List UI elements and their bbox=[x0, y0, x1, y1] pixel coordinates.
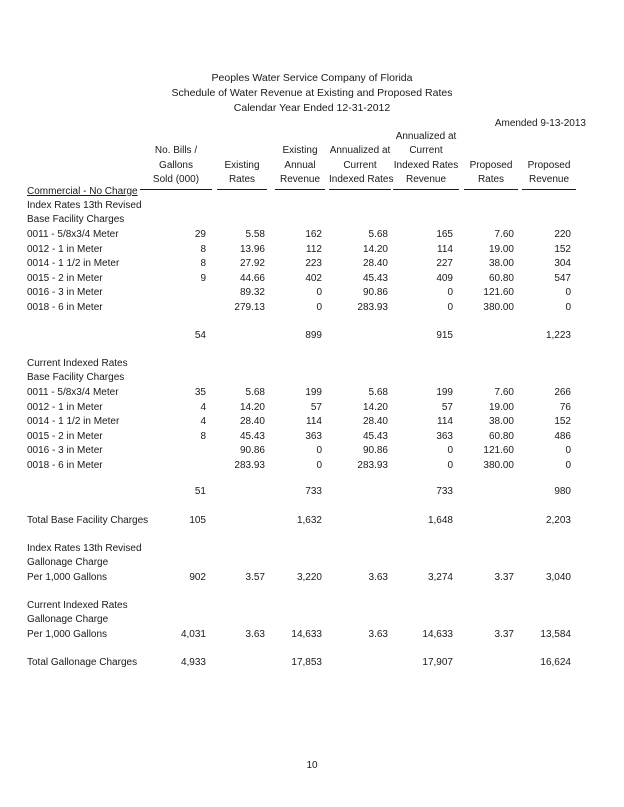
bills-count: 35 bbox=[194, 387, 206, 398]
existing-revenue: 0 bbox=[316, 301, 322, 313]
total-bfc-label: Total Base Facility Charges bbox=[27, 515, 149, 526]
existing-rate: 5.58 bbox=[245, 229, 265, 240]
header-annualized-current: Annualized at Current Indexed Rates bbox=[329, 144, 391, 190]
annualized-rate: 3.63 bbox=[368, 572, 388, 583]
annualized-rate: 45.43 bbox=[362, 272, 388, 284]
annualized-revenue: 57 bbox=[441, 401, 453, 413]
proposed-rate: 380.00 bbox=[483, 459, 514, 471]
annualized-rate: 5.68 bbox=[368, 229, 388, 240]
index-rates-label: Index Rates 13th Revised bbox=[27, 200, 142, 211]
existing-rate: 14.20 bbox=[239, 401, 265, 413]
proposed-revenue: 3,040 bbox=[545, 572, 571, 583]
schedule-title: Schedule of Water Revenue at Existing and Proposed Rates bbox=[171, 87, 453, 99]
annualized-rate: 28.40 bbox=[362, 258, 388, 269]
subtotal-existing-revenue: 733 bbox=[305, 486, 322, 497]
existing-revenue: 0 bbox=[316, 287, 322, 298]
total-gallonage-row bbox=[0, 658, 624, 670]
annualized-revenue: 165 bbox=[436, 229, 453, 240]
header-existing-revenue: Existing Annual Revenue bbox=[275, 144, 325, 190]
amended-note: Amended 9-13-2013 bbox=[494, 118, 586, 129]
subtotal-existing-revenue: 899 bbox=[305, 330, 322, 341]
existing-revenue: 112 bbox=[306, 243, 322, 255]
proposed-revenue: 220 bbox=[554, 229, 571, 240]
bills-count: 8 bbox=[200, 430, 206, 442]
existing-revenue: 3,220 bbox=[296, 572, 322, 583]
total-gallons: 4,933 bbox=[180, 657, 206, 668]
subtotal-annualized-revenue: 733 bbox=[436, 486, 453, 497]
header-bills: No. Bills / Gallons Sold (000) bbox=[140, 144, 212, 190]
existing-rate: 27.92 bbox=[239, 258, 265, 269]
total-gallonage-label: Total Gallonage Charges bbox=[27, 657, 138, 668]
annualized-rate: 14.20 bbox=[362, 401, 388, 413]
period-title: Calendar Year Ended 12-31-2012 bbox=[233, 102, 391, 114]
gallonage-index-label: Index Rates 13th Revised bbox=[27, 543, 142, 554]
annualized-rate: 3.63 bbox=[368, 629, 388, 640]
annualized-rate: 283.93 bbox=[357, 459, 388, 471]
subtotal-proposed-revenue: 980 bbox=[554, 486, 571, 497]
bills-count: 4 bbox=[200, 416, 206, 427]
gallons-sold: 4,031 bbox=[180, 629, 206, 640]
meter-row bbox=[0, 259, 624, 271]
meter-row bbox=[0, 274, 624, 286]
index-subtotal-row bbox=[0, 331, 624, 343]
proposed-revenue: 547 bbox=[554, 272, 571, 284]
meter-label: 0014 - 1 1/2 in Meter bbox=[27, 258, 120, 269]
proposed-revenue: 486 bbox=[554, 430, 571, 442]
bills-count: 9 bbox=[200, 272, 206, 284]
existing-rate: 3.57 bbox=[245, 572, 265, 583]
meter-label: 0015 - 2 in Meter bbox=[27, 272, 103, 284]
bills-count: 8 bbox=[200, 243, 206, 255]
bfc-label-2: Base Facility Charges bbox=[27, 372, 125, 383]
existing-rate: 3.63 bbox=[245, 629, 265, 640]
meter-row bbox=[0, 461, 624, 473]
proposed-rate: 3.37 bbox=[494, 572, 514, 583]
proposed-rate: 38.00 bbox=[488, 416, 514, 427]
annualized-revenue: 363 bbox=[436, 430, 453, 442]
annualized-rate: 45.43 bbox=[362, 430, 388, 442]
meter-label: 0015 - 2 in Meter bbox=[27, 430, 103, 442]
total-annualized-revenue: 1,648 bbox=[427, 515, 453, 526]
total-proposed-revenue: 16,624 bbox=[540, 657, 571, 668]
existing-revenue: 14,633 bbox=[291, 629, 322, 640]
existing-revenue: 0 bbox=[316, 459, 322, 471]
meter-row bbox=[0, 230, 624, 242]
proposed-revenue: 0 bbox=[565, 287, 571, 298]
proposed-revenue: 76 bbox=[559, 401, 571, 413]
total-existing-revenue: 1,632 bbox=[296, 515, 322, 526]
existing-rate: 13.96 bbox=[239, 243, 265, 255]
proposed-rate: 121.60 bbox=[483, 287, 514, 298]
proposed-revenue: 266 bbox=[554, 387, 571, 398]
existing-rate: 283.93 bbox=[234, 459, 265, 471]
meter-row bbox=[0, 245, 624, 257]
proposed-revenue: 0 bbox=[565, 459, 571, 471]
existing-revenue: 223 bbox=[305, 258, 322, 269]
existing-revenue: 402 bbox=[305, 272, 322, 284]
current-rates-label: Current Indexed Rates bbox=[27, 358, 128, 369]
total-proposed-revenue: 2,203 bbox=[545, 515, 571, 526]
annualized-revenue: 409 bbox=[436, 272, 453, 284]
existing-revenue: 0 bbox=[316, 445, 322, 456]
existing-revenue: 363 bbox=[305, 430, 322, 442]
page-number: 10 bbox=[306, 760, 318, 771]
meter-label: 0011 - 5/8x3/4 Meter bbox=[27, 387, 119, 398]
header-annualized-revenue: Annualized at Current Indexed Rates Revenue bbox=[393, 130, 459, 190]
annualized-revenue: 3,274 bbox=[427, 572, 453, 583]
current-subtotal-row bbox=[0, 487, 624, 499]
gallonage-index-row bbox=[0, 573, 624, 585]
proposed-rate: 121.60 bbox=[483, 445, 514, 456]
subtotal-bills: 51 bbox=[194, 486, 206, 497]
annualized-rate: 283.93 bbox=[357, 301, 388, 313]
subtotal-annualized-revenue: 915 bbox=[436, 330, 453, 341]
annualized-revenue: 199 bbox=[436, 387, 453, 398]
meter-row bbox=[0, 432, 624, 444]
annualized-revenue: 0 bbox=[447, 459, 453, 471]
meter-row bbox=[0, 288, 624, 300]
proposed-rate: 19.00 bbox=[488, 401, 514, 413]
bills-count: 4 bbox=[200, 401, 206, 413]
proposed-rate: 19.00 bbox=[488, 243, 514, 255]
proposed-rate: 7.60 bbox=[494, 387, 514, 398]
existing-revenue: 199 bbox=[305, 387, 322, 398]
annualized-rate: 90.86 bbox=[362, 287, 388, 298]
existing-revenue: 57 bbox=[310, 401, 322, 413]
proposed-revenue: 304 bbox=[554, 258, 571, 269]
annualized-revenue: 0 bbox=[447, 445, 453, 456]
existing-rate: 45.43 bbox=[239, 430, 265, 442]
bfc-label: Base Facility Charges bbox=[27, 214, 125, 225]
proposed-revenue: 152 bbox=[554, 416, 571, 427]
meter-row bbox=[0, 303, 624, 315]
existing-rate: 89.32 bbox=[239, 287, 265, 298]
proposed-rate: 7.60 bbox=[494, 229, 514, 240]
existing-rate: 28.40 bbox=[239, 416, 265, 427]
section-heading: Commercial - No Charge bbox=[27, 186, 138, 197]
annualized-rate: 14.20 bbox=[362, 243, 388, 255]
annualized-revenue: 227 bbox=[436, 258, 453, 269]
gallonage-charge-label: Gallonage Charge bbox=[27, 557, 109, 568]
proposed-revenue: 0 bbox=[565, 445, 571, 456]
per-1000-label: Per 1,000 Gallons bbox=[27, 629, 108, 640]
proposed-rate: 3.37 bbox=[494, 629, 514, 640]
meter-label: 0018 - 6 in Meter bbox=[27, 301, 103, 313]
annualized-revenue: 114 bbox=[437, 416, 453, 427]
total-annualized-revenue: 17,907 bbox=[422, 657, 453, 668]
gallonage-current-label: Current Indexed Rates bbox=[27, 600, 128, 611]
existing-revenue: 162 bbox=[305, 229, 322, 240]
total-existing-revenue: 17,853 bbox=[291, 657, 322, 668]
header-existing-rates: Existing Rates bbox=[217, 159, 267, 190]
per-1000-label: Per 1,000 Gallons bbox=[27, 572, 108, 583]
meter-label: 0011 - 5/8x3/4 Meter bbox=[27, 229, 119, 240]
bills-count: 29 bbox=[194, 229, 206, 240]
proposed-rate: 38.00 bbox=[488, 258, 514, 269]
meter-label: 0016 - 3 in Meter bbox=[27, 287, 103, 298]
annualized-revenue: 0 bbox=[447, 287, 453, 298]
total-bfc-row bbox=[0, 516, 624, 528]
meter-label: 0018 - 6 in Meter bbox=[27, 459, 103, 471]
existing-revenue: 114 bbox=[306, 416, 322, 427]
meter-label: 0012 - 1 in Meter bbox=[27, 401, 103, 413]
proposed-revenue: 13,584 bbox=[540, 629, 571, 640]
meter-label: 0012 - 1 in Meter bbox=[27, 243, 103, 255]
meter-row bbox=[0, 403, 624, 415]
meter-row bbox=[0, 417, 624, 429]
header-proposed-rates: Proposed Rates bbox=[464, 159, 518, 190]
gallonage-current-row bbox=[0, 630, 624, 642]
annualized-revenue: 14,633 bbox=[422, 629, 453, 640]
meter-row bbox=[0, 388, 624, 400]
proposed-revenue: 0 bbox=[565, 301, 571, 313]
annualized-rate: 5.68 bbox=[368, 387, 388, 398]
proposed-rate: 60.80 bbox=[488, 430, 514, 442]
existing-rate: 5.68 bbox=[245, 387, 265, 398]
annualized-rate: 28.40 bbox=[362, 416, 388, 427]
existing-rate: 279.13 bbox=[234, 301, 265, 313]
header-proposed-revenue: Proposed Revenue bbox=[522, 159, 576, 190]
proposed-rate: 380.00 bbox=[483, 301, 514, 313]
annualized-revenue: 114 bbox=[437, 243, 453, 255]
gallons-sold: 902 bbox=[189, 572, 206, 583]
proposed-rate: 60.80 bbox=[488, 272, 514, 284]
subtotal-proposed-revenue: 1,223 bbox=[545, 330, 571, 341]
existing-rate: 90.86 bbox=[239, 445, 265, 456]
bills-count: 8 bbox=[200, 258, 206, 269]
meter-label: 0016 - 3 in Meter bbox=[27, 445, 103, 456]
gallonage-charge-label-2: Gallonage Charge bbox=[27, 614, 109, 625]
proposed-revenue: 152 bbox=[554, 243, 571, 255]
annualized-rate: 90.86 bbox=[362, 445, 388, 456]
existing-rate: 44.66 bbox=[239, 272, 265, 284]
company-title: Peoples Water Service Company of Florida bbox=[211, 72, 413, 84]
total-bills: 105 bbox=[189, 515, 206, 526]
meter-row bbox=[0, 446, 624, 458]
annualized-revenue: 0 bbox=[447, 301, 453, 313]
meter-label: 0014 - 1 1/2 in Meter bbox=[27, 416, 120, 427]
subtotal-bills: 54 bbox=[194, 330, 206, 341]
